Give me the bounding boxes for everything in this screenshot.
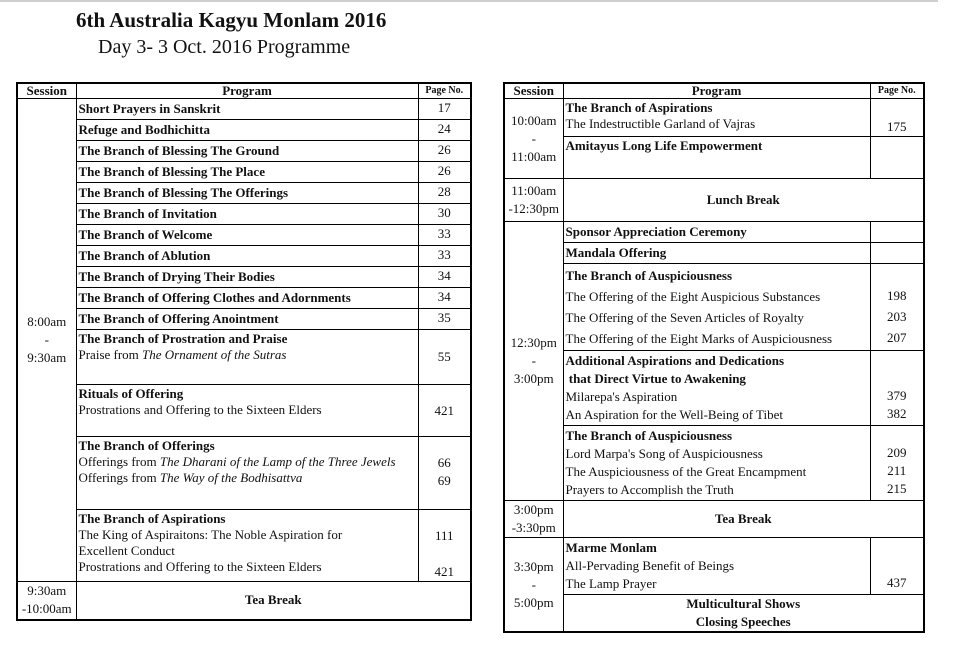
top-rule — [0, 0, 938, 2]
table-row — [504, 501, 924, 538]
page-number: 198 — [887, 288, 907, 303]
table-row: The Branch of Aspirations The King of Aspiraitons: The Noble Aspiration for Excellent Conduct Prostrations and Offering to the Sixteen Elders 111 421 — [17, 510, 471, 582]
table-row: The Branch of Auspiciousness The Offering of the Eight Auspicious Substances The Offering of the Seven Articles of Royalty The Offering of the Eight Marks of Auspiciousness 198 203 207 — [504, 264, 924, 351]
program-title: The Branch of Prostration and Praise — [78, 331, 288, 346]
program-title: Short Prayers in Sanskrit — [78, 101, 221, 116]
table-row — [17, 204, 471, 225]
page-number: 35 — [437, 310, 451, 325]
col-session: Session — [17, 83, 76, 99]
page-number: 382 — [887, 406, 907, 421]
table-row: The Branch of Offerings Offerings from The Dharani of the Lamp of the Three Jewels Offerings from The Way of the Bodhisattva 66 69 — [17, 437, 471, 510]
page-number: 66 — [437, 455, 451, 470]
program-title: The Branch of Blessing The Ground — [78, 143, 280, 158]
program-title: The Branch of Invitation — [78, 206, 217, 221]
programme-table-left — [16, 82, 472, 621]
page-number: 28 — [437, 184, 451, 199]
program-title: Rituals of Offering — [78, 386, 184, 401]
page-number: 33 — [437, 247, 451, 262]
page-number: 24 — [437, 121, 451, 136]
program-title: Refuge and Bodhichitta — [78, 122, 210, 137]
page-number: 26 — [437, 142, 451, 157]
table-row — [17, 288, 471, 309]
program-title: The Branch of Ablution — [78, 248, 211, 263]
table-header-row — [17, 83, 471, 99]
table-row — [504, 595, 924, 633]
page-number: 207 — [887, 330, 907, 345]
table-row — [17, 183, 471, 204]
programme-table-right — [503, 82, 925, 633]
table-row — [17, 246, 471, 267]
program-title: The Branch of Blessing The Place — [78, 164, 265, 179]
program-title: Additional Aspirations and Dedications — [565, 353, 785, 368]
page-number: 26 — [437, 163, 451, 178]
page-number: 421 — [434, 564, 454, 579]
table-header-row — [504, 83, 924, 99]
col-session: Session — [504, 83, 563, 99]
page-number: 34 — [437, 268, 451, 283]
table-row — [17, 99, 471, 120]
page-number: 34 — [437, 289, 451, 304]
page-number: 211 — [887, 463, 907, 478]
program-title: The Branch of Auspiciousness — [565, 428, 733, 443]
table-row — [17, 309, 471, 330]
table-row — [17, 267, 471, 288]
table-row — [504, 179, 924, 222]
program-title: The Branch of Drying Their Bodies — [78, 269, 275, 284]
table-row — [17, 582, 471, 620]
page-number: 175 — [887, 119, 907, 134]
col-program: Program — [563, 83, 870, 99]
program-title: The Branch of Welcome — [78, 227, 213, 242]
page-number: 215 — [887, 481, 907, 496]
lunch-break: Lunch Break — [563, 179, 924, 222]
page-title: 6th Australia Kagyu Monlam 2016 — [76, 8, 387, 32]
program-title: The Branch of Blessing The Offerings — [78, 185, 289, 200]
col-program: Program — [76, 83, 418, 99]
page-number: 111 — [434, 528, 454, 543]
table-row: Additional Aspirations and Dedications that Direct Virtue to Awakening Milarepa's Aspiration An Aspiration for the Well-Being of Tibet 379 382 — [504, 351, 924, 426]
page-number: 33 — [437, 226, 451, 241]
page-number: 209 — [887, 445, 907, 460]
program-title: The Branch of Auspiciousness — [565, 268, 733, 283]
table-row — [504, 222, 924, 243]
program-title: Sponsor Appreciation Ceremony — [565, 224, 747, 239]
page-number: 421 — [434, 403, 454, 418]
table-row: The Branch of Prostration and Praise Praise from The Ornament of the Sutras 55 — [17, 330, 471, 385]
program-title: The Branch of Aspirations — [78, 511, 226, 526]
tea-break: Tea Break — [76, 582, 471, 620]
page-number: 437 — [887, 575, 907, 590]
table-row — [17, 225, 471, 246]
session-time: 3:00pm -3:30pm — [504, 501, 563, 538]
table-row: 3:30pm - 5:00pm Marme Monlam All-Pervading Benefit of Beings The Lamp Prayer 437 — [504, 538, 924, 595]
page-number: 69 — [437, 473, 451, 488]
session-time: 10:00am - 11:00am — [504, 99, 563, 179]
program-title: The Branch of Offering Anointment — [78, 311, 279, 326]
table-row — [504, 243, 924, 264]
program-title: Mandala Offering — [565, 245, 667, 260]
session-time: 3:30pm - 5:00pm — [504, 538, 563, 633]
program-title: The Branch of Aspirations — [565, 100, 713, 115]
table-row: 10:00am - 11:00am The Branch of Aspirations The Indestructible Garland of Vajras 175 — [504, 99, 924, 137]
page-number: 379 — [887, 388, 907, 403]
col-page: Page No. — [418, 83, 471, 99]
page-subtitle: Day 3- 3 Oct. 2016 Programme — [98, 36, 351, 58]
table-row — [17, 162, 471, 183]
session-time: 12:30pm - 3:00pm — [504, 222, 563, 501]
session-time: 11:00am -12:30pm — [504, 179, 563, 222]
session-time: 8:00am - 9:30am — [17, 99, 76, 582]
program-title: Amitayus Long Life Empowerment — [565, 138, 763, 153]
table-row — [17, 141, 471, 162]
page-number: 55 — [437, 349, 451, 364]
col-page: Page No. — [870, 83, 924, 99]
table-row: The Branch of Auspiciousness Lord Marpa's Song of Auspiciousness The Auspiciousness of the Great Encampment Prayers to Accomplish the Truth 209 211 215 — [504, 426, 924, 501]
table-row — [17, 120, 471, 141]
closing-program: Multicultural Shows Closing Speeches — [563, 595, 924, 633]
page-number: 30 — [437, 205, 451, 220]
program-title: The Branch of Offerings — [78, 438, 215, 453]
program-title: The Branch of Offering Clothes and Adornments — [78, 290, 351, 305]
table-row — [504, 137, 924, 179]
program-title: Marme Monlam — [565, 540, 657, 555]
table-row: Rituals of Offering Prostrations and Offering to the Sixteen Elders 421 — [17, 385, 471, 437]
session-time: 9:30am -10:00am — [17, 582, 76, 620]
page-number: 17 — [437, 100, 451, 115]
page-number: 203 — [887, 309, 907, 324]
tea-break: Tea Break — [563, 501, 924, 538]
